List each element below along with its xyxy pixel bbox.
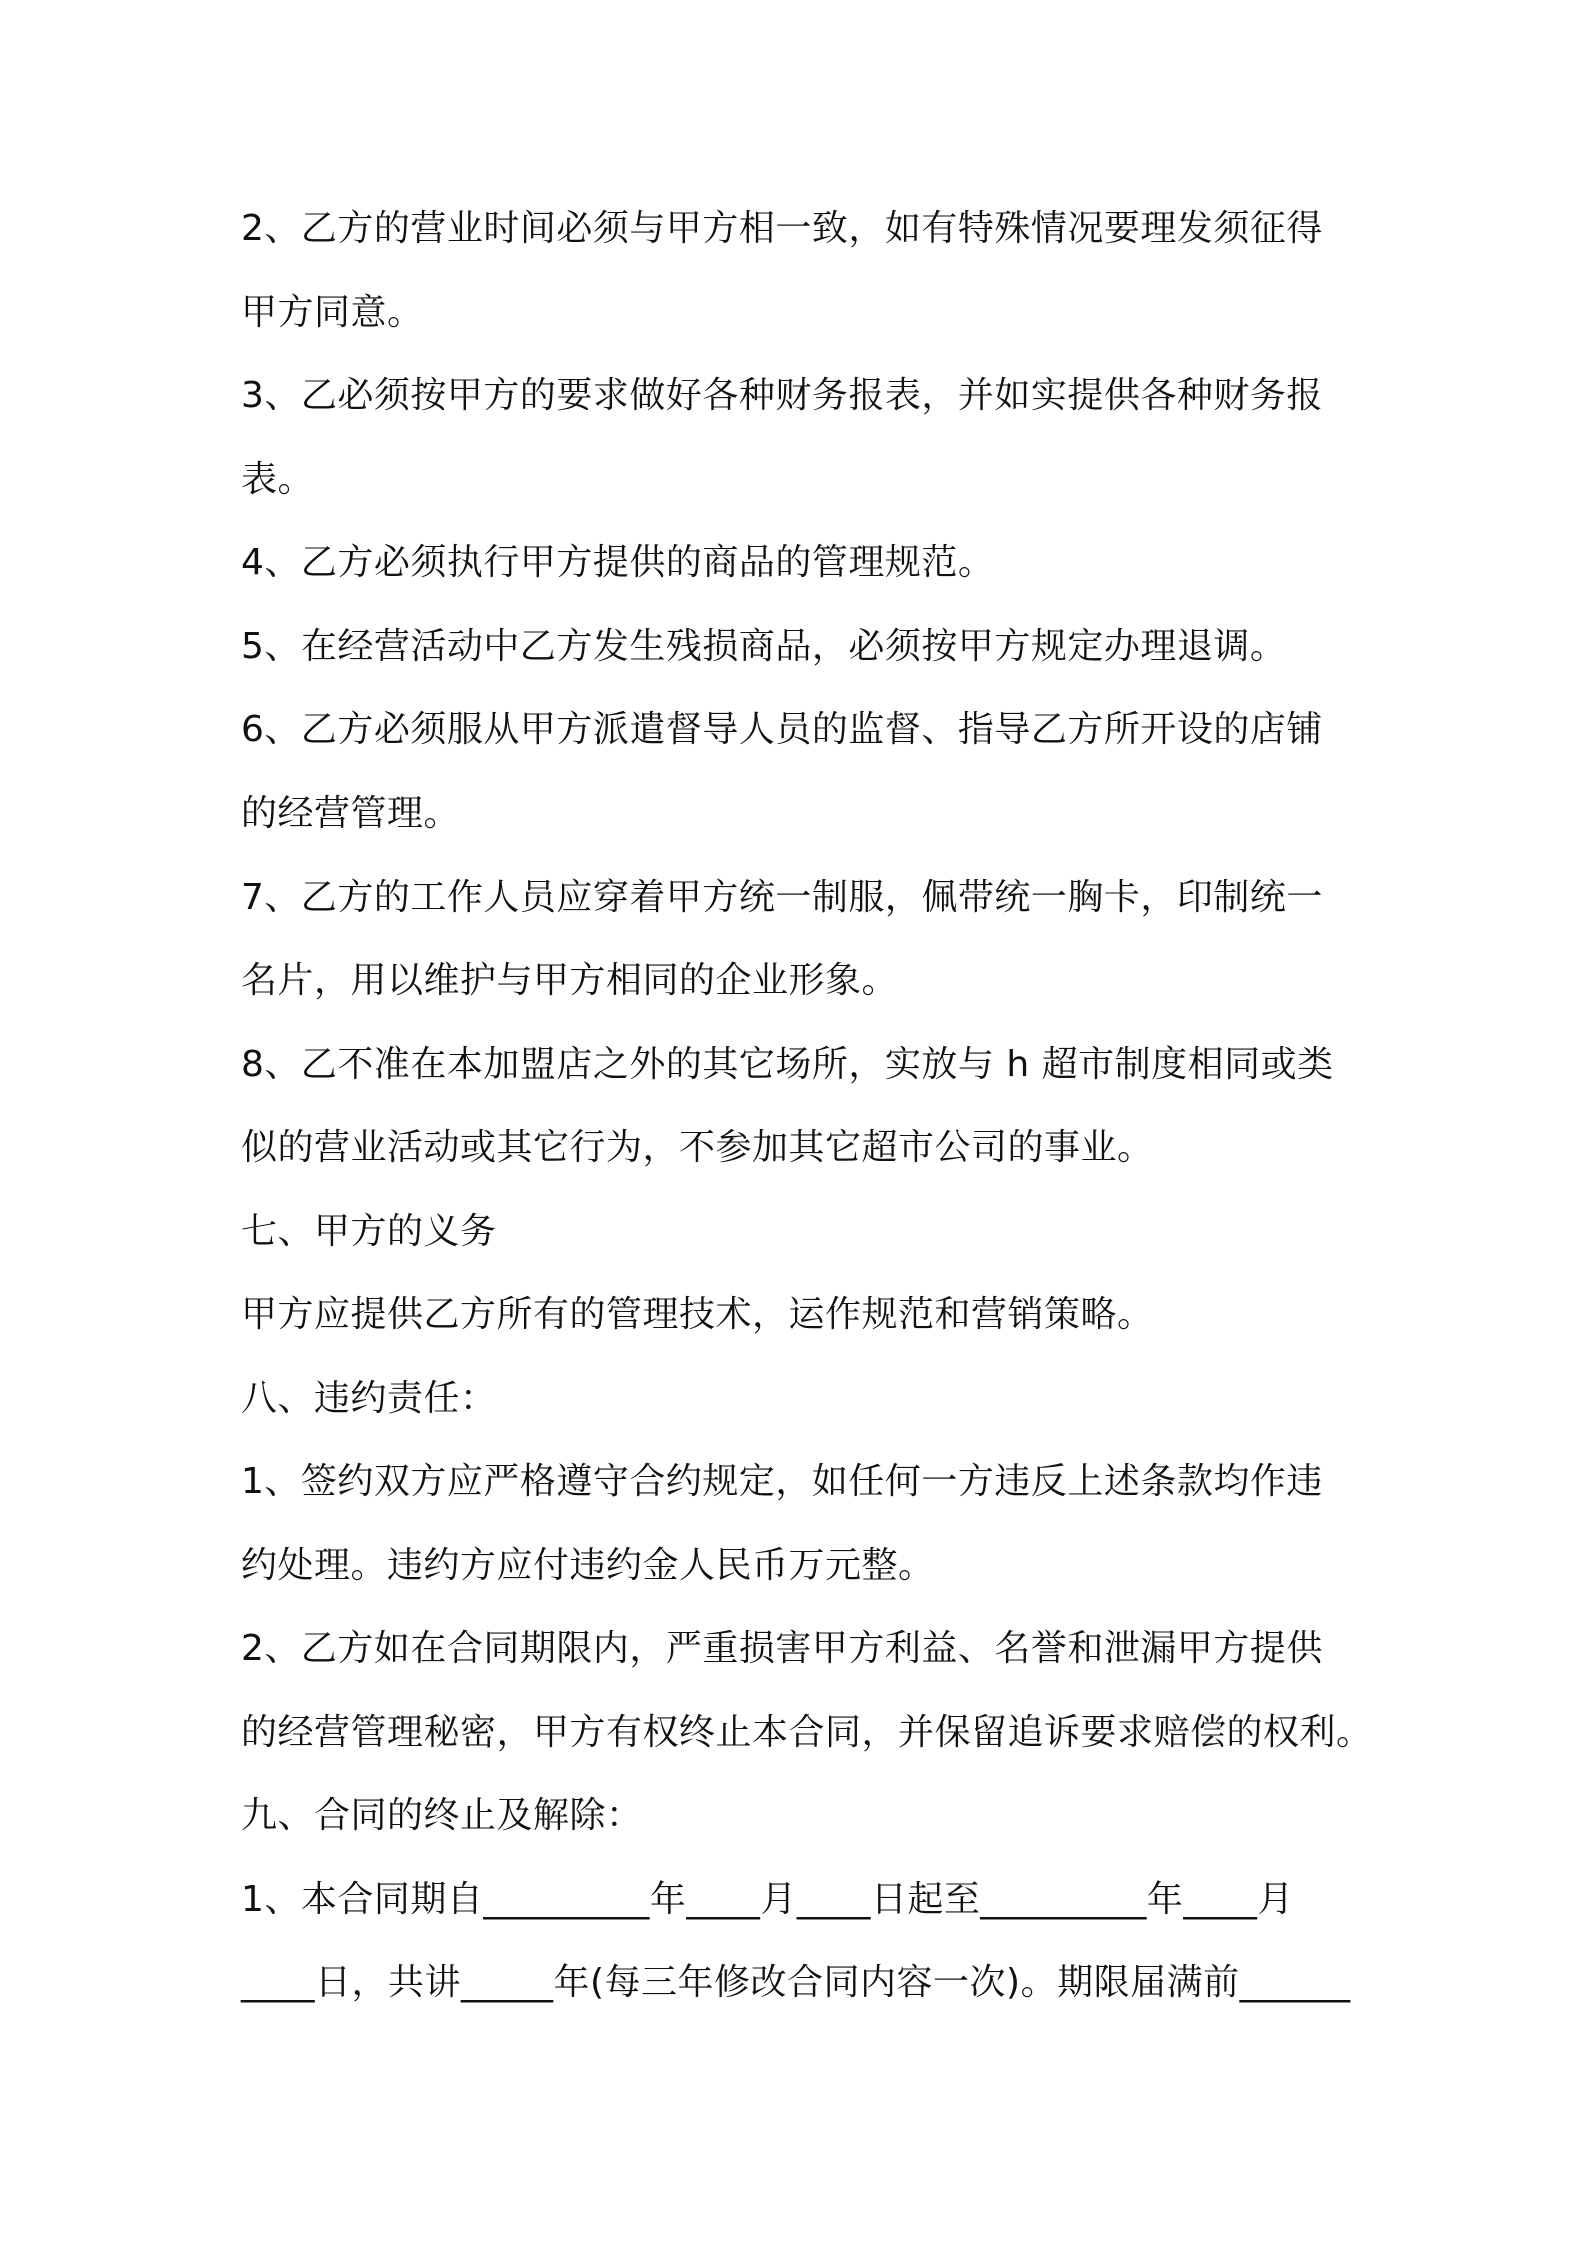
text-line: 甲方同意。 [241, 292, 424, 333]
section-heading: 八、违约责任： [241, 1378, 497, 1419]
section-heading: 九、合同的终止及解除： [241, 1795, 643, 1836]
text-line: 4、乙方必须执行甲方提供的商品的管理规范。 [241, 542, 995, 583]
text-line: 8、乙不准在本加盟店之外的其它场所，实放与 h 超市制度相同或类 [241, 1044, 1334, 1085]
text-line: ____日，共讲_____年(每三年修改合同内容一次)。期限届满前______ [241, 1962, 1351, 2003]
text-line: 7、乙方的工作人员应穿着甲方统一制服，佩带统一胸卡，印制统一 [241, 877, 1323, 918]
text-line: 2、乙方如在合同期限内，严重损害甲方利益、名誉和泄漏甲方提供 [241, 1628, 1323, 1669]
text-line: 甲方应提供乙方所有的管理技术，运作规范和营销策略。 [241, 1294, 1154, 1335]
text-line: 似的营业活动或其它行为，不参加其它超市公司的事业。 [241, 1127, 1154, 1168]
text-line: 名片，用以维护与甲方相同的企业形象。 [241, 960, 899, 1001]
text-line: 表。 [241, 459, 315, 500]
text-line: 5、在经营活动中乙方发生残损商品，必须按甲方规定办理退调。 [241, 626, 1287, 667]
text-line: 1、本合同期自_________年____月____日起至_________年____月 [241, 1879, 1294, 1920]
text-line: 1、签约双方应严格遵守合约规定，如任何一方违反上述条款均作违 [241, 1461, 1323, 1502]
text-line: 2、乙方的营业时间必须与甲方相一致，如有特殊情况要理发须征得 [241, 208, 1323, 249]
section-heading: 七、甲方的义务 [241, 1211, 497, 1252]
text-line: 3、乙必须按甲方的要求做好各种财务报表，并如实提供各种财务报 [241, 375, 1323, 416]
text-line: 约处理。违约方应付违约金人民币万元整。 [241, 1545, 935, 1586]
text-line: 的经营管理秘密，甲方有权终止本合同，并保留追诉要求赔偿的权利。 [241, 1712, 1373, 1753]
text-line: 的经营管理。 [241, 793, 461, 834]
text-line: 6、乙方必须服从甲方派遣督导人员的监督、指导乙方所开设的店铺 [241, 709, 1323, 750]
